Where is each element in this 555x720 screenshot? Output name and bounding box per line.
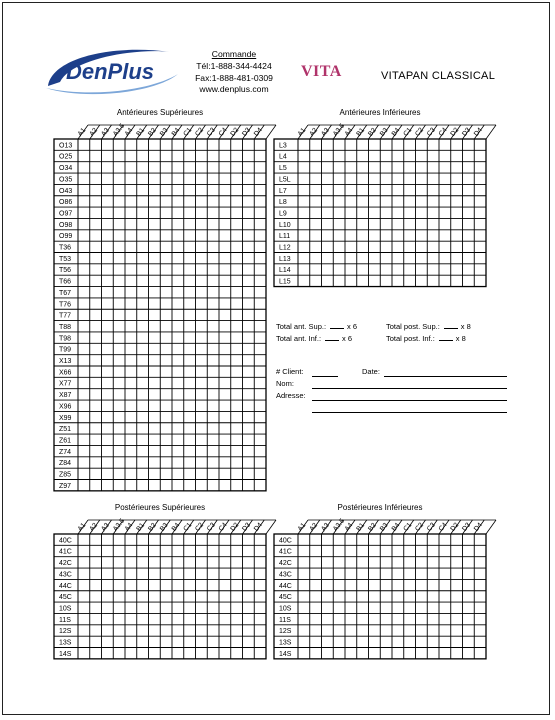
column-header-A1: A1 xyxy=(296,126,308,138)
column-header-C2: C2 xyxy=(194,126,206,138)
grid-title-post-inf: Postérieures Inférieures xyxy=(337,503,423,512)
column-header-C4: C4 xyxy=(217,126,229,138)
total-post-sup: Total post. Sup.: x 8 xyxy=(386,322,471,331)
column-header-B3: B3 xyxy=(158,521,170,533)
total-ant-inf: Total ant. Inf.: x 6 xyxy=(276,334,353,343)
column-header-A2: A2 xyxy=(88,521,100,533)
row-label-post-inf-13S: 13S xyxy=(279,639,292,647)
denplus-logo-text: DenPlus xyxy=(66,59,155,84)
address-field-line-2[interactable] xyxy=(312,412,507,413)
column-header-C1: C1 xyxy=(182,521,194,533)
row-label-ant-sup-O25: O25 xyxy=(59,153,73,161)
column-header-D2: D2 xyxy=(449,126,461,138)
column-header-B2: B2 xyxy=(147,521,158,533)
grid-title-post-sup: Postérieures Supérieures xyxy=(114,503,206,512)
column-header-A4: A4 xyxy=(123,126,135,138)
total-post-sup-blank[interactable] xyxy=(444,322,458,329)
row-label-ant-inf-L12: L12 xyxy=(279,244,291,252)
row-label-post-sup-13S: 13S xyxy=(59,639,72,647)
column-header-B1: B1 xyxy=(135,521,147,533)
column-header-C2: C2 xyxy=(194,521,206,533)
column-header-B3: B3 xyxy=(158,126,170,138)
column-header-D4: D4 xyxy=(472,126,484,138)
row-label-ant-sup-Z51: Z51 xyxy=(59,426,72,434)
grid-ant-inf xyxy=(274,122,496,286)
row-label-ant-sup-O13: O13 xyxy=(59,142,73,150)
row-label-ant-inf-L4: L4 xyxy=(279,153,287,161)
row-label-ant-sup-O98: O98 xyxy=(59,221,73,229)
grid-ant-sup xyxy=(54,122,276,490)
row-label-ant-inf-L9: L9 xyxy=(279,210,287,218)
row-label-post-sup-41C: 41C xyxy=(59,548,72,556)
row-label-ant-sup-X66: X66 xyxy=(59,369,72,377)
row-label-post-sup-11S: 11S xyxy=(59,616,71,624)
total-post-inf-blank[interactable] xyxy=(439,334,453,341)
row-label-post-inf-41C: 41C xyxy=(279,548,292,556)
row-label-ant-sup-O86: O86 xyxy=(59,199,73,207)
column-header-C2: C2 xyxy=(414,521,426,533)
row-label-ant-inf-L8: L8 xyxy=(279,199,287,207)
column-header-C1: C1 xyxy=(402,521,414,533)
row-label-ant-sup-T56: T56 xyxy=(59,267,72,275)
row-label-ant-sup-Z74: Z74 xyxy=(59,448,72,456)
row-label-ant-sup-Z61: Z61 xyxy=(59,437,72,445)
column-header-D3: D3 xyxy=(241,126,253,138)
row-label-ant-inf-L10: L10 xyxy=(279,221,291,229)
column-header-A3-5: A3.5 xyxy=(111,517,127,533)
row-label-ant-sup-T76: T76 xyxy=(59,301,72,309)
column-header-A2: A2 xyxy=(308,126,320,138)
row-label-ant-sup-T66: T66 xyxy=(59,278,72,286)
row-label-ant-sup-X96: X96 xyxy=(59,403,72,411)
row-label-ant-sup-T36: T36 xyxy=(59,244,72,252)
total-post-inf: Total post. Inf.: x 8 xyxy=(386,334,466,343)
column-header-A1: A1 xyxy=(296,521,308,533)
row-label-ant-inf-L11: L11 xyxy=(279,233,291,241)
grid-title-ant-inf: Antérieures Inférieures xyxy=(339,108,421,117)
column-header-B1: B1 xyxy=(135,126,147,138)
row-label-post-inf-14S: 14S xyxy=(279,650,292,658)
column-header-B3: B3 xyxy=(378,521,390,533)
name-label: Nom: xyxy=(276,379,294,388)
column-header-B4: B4 xyxy=(390,126,402,138)
row-label-ant-sup-T53: T53 xyxy=(59,255,72,263)
website-link[interactable]: www.denplus.com xyxy=(199,84,269,95)
column-header-D4: D4 xyxy=(252,521,264,533)
column-header-D3: D3 xyxy=(461,126,473,138)
row-label-ant-inf-L5L: L5L xyxy=(279,176,291,184)
column-header-B2: B2 xyxy=(367,521,378,533)
row-label-ant-sup-T99: T99 xyxy=(59,346,72,354)
column-header-D3: D3 xyxy=(461,521,473,533)
order-title: Commande xyxy=(211,49,257,59)
row-label-ant-inf-L14: L14 xyxy=(279,267,291,275)
column-header-A3: A3 xyxy=(100,521,111,533)
column-header-C3: C3 xyxy=(425,521,437,533)
row-label-post-sup-42C: 42C xyxy=(59,560,72,568)
client-field[interactable] xyxy=(312,376,338,377)
row-label-ant-sup-T77: T77 xyxy=(59,312,72,320)
row-label-ant-sup-T98: T98 xyxy=(59,335,72,343)
row-label-ant-sup-Z84: Z84 xyxy=(59,460,72,468)
row-label-ant-inf-L3: L3 xyxy=(279,142,287,150)
row-label-post-inf-12S: 12S xyxy=(279,628,292,636)
row-label-post-sup-10S: 10S xyxy=(59,605,72,613)
column-header-C3: C3 xyxy=(425,126,437,138)
date-field[interactable] xyxy=(384,376,507,377)
row-label-ant-sup-T67: T67 xyxy=(59,289,72,297)
column-header-D2: D2 xyxy=(229,126,241,138)
total-ant-sup: Total ant. Sup.: x 6 xyxy=(276,322,358,331)
fax-number: Fax:1-888-481-0309 xyxy=(195,72,273,83)
column-header-A4: A4 xyxy=(343,521,355,533)
row-label-ant-sup-X13: X13 xyxy=(59,358,72,365)
column-header-D4: D4 xyxy=(472,521,484,533)
column-header-C2: C2 xyxy=(414,126,426,138)
column-header-B4: B4 xyxy=(170,126,182,138)
row-label-post-inf-42C: 42C xyxy=(279,560,292,568)
column-header-C3: C3 xyxy=(205,126,217,138)
column-header-B3: B3 xyxy=(378,126,390,138)
row-label-ant-sup-Z85: Z85 xyxy=(59,471,72,479)
column-header-A3-5: A3.5 xyxy=(331,517,347,533)
row-label-post-sup-45C: 45C xyxy=(59,594,72,602)
address-field-line-1[interactable] xyxy=(312,400,507,401)
column-header-D2: D2 xyxy=(449,521,461,533)
column-header-C1: C1 xyxy=(402,126,414,138)
row-label-ant-inf-L15: L15 xyxy=(279,278,291,286)
row-label-post-sup-12S: 12S xyxy=(59,628,72,636)
row-label-post-sup-43C: 43C xyxy=(59,571,72,579)
column-header-B2: B2 xyxy=(147,126,158,138)
column-header-C3: C3 xyxy=(205,521,217,533)
column-header-A2: A2 xyxy=(308,521,320,533)
column-header-D2: D2 xyxy=(229,521,241,533)
grid-post-sup xyxy=(54,517,276,658)
name-field[interactable] xyxy=(312,388,507,389)
column-header-B1: B1 xyxy=(355,521,367,533)
row-label-post-inf-45C: 45C xyxy=(279,594,292,602)
row-label-post-sup-14S: 14S xyxy=(59,650,72,658)
row-label-ant-inf-L5: L5 xyxy=(279,165,287,173)
column-header-D4: D4 xyxy=(252,126,264,138)
column-header-A3: A3 xyxy=(320,126,331,138)
row-label-post-sup-40C: 40C xyxy=(59,537,72,545)
row-label-ant-sup-O35: O35 xyxy=(59,176,73,184)
column-header-B1: B1 xyxy=(355,126,367,138)
column-header-B4: B4 xyxy=(390,521,402,533)
column-header-A1: A1 xyxy=(76,126,88,138)
row-label-ant-inf-L7: L7 xyxy=(279,187,287,195)
column-header-B2: B2 xyxy=(367,126,378,138)
column-header-C4: C4 xyxy=(217,521,229,533)
column-header-C4: C4 xyxy=(437,126,449,138)
row-label-ant-sup-O34: O34 xyxy=(59,165,73,173)
column-header-A3: A3 xyxy=(320,521,331,533)
address-label: Adresse: xyxy=(276,391,306,400)
row-label-ant-sup-O99: O99 xyxy=(59,233,73,241)
row-label-post-inf-40C: 40C xyxy=(279,537,292,545)
total-ant-inf-blank[interactable] xyxy=(325,334,339,341)
row-label-post-sup-44C: 44C xyxy=(59,582,72,590)
column-header-A2: A2 xyxy=(88,126,100,138)
column-header-A4: A4 xyxy=(343,126,355,138)
column-header-D3: D3 xyxy=(241,521,253,533)
row-label-post-inf-44C: 44C xyxy=(279,582,292,590)
product-title: VITAPAN CLASSICAL xyxy=(381,70,496,82)
vita-logo: VITA xyxy=(301,63,342,80)
column-header-A3-5: A3.5 xyxy=(111,122,127,138)
column-header-A4: A4 xyxy=(123,521,135,533)
row-label-ant-sup-X87: X87 xyxy=(59,392,72,400)
phone-number: Tél:1-888-344-4424 xyxy=(196,60,272,71)
column-header-C4: C4 xyxy=(437,521,449,533)
row-label-ant-inf-L13: L13 xyxy=(279,255,291,263)
row-label-post-inf-43C: 43C xyxy=(279,571,292,579)
row-label-ant-sup-O97: O97 xyxy=(59,210,73,218)
row-label-ant-sup-Z97: Z97 xyxy=(59,482,72,490)
row-label-ant-sup-X77: X77 xyxy=(59,380,72,388)
column-header-A1: A1 xyxy=(76,521,88,533)
date-label: Date: xyxy=(362,367,380,376)
row-label-ant-sup-T88: T88 xyxy=(59,323,72,331)
column-header-A3: A3 xyxy=(100,126,111,138)
grid-post-inf xyxy=(274,517,496,658)
total-ant-sup-blank[interactable] xyxy=(330,322,344,329)
row-label-post-inf-10S: 10S xyxy=(279,605,292,613)
row-label-ant-sup-X99: X99 xyxy=(59,414,72,422)
column-header-A3-5: A3.5 xyxy=(331,122,347,138)
row-label-ant-sup-O43: O43 xyxy=(59,187,73,195)
client-label: # Client: xyxy=(276,367,304,376)
column-header-C1: C1 xyxy=(182,126,194,138)
grid-title-ant-sup: Antérieures Supérieures xyxy=(116,108,204,117)
row-label-post-inf-11S: 11S xyxy=(279,616,291,624)
column-header-B4: B4 xyxy=(170,521,182,533)
